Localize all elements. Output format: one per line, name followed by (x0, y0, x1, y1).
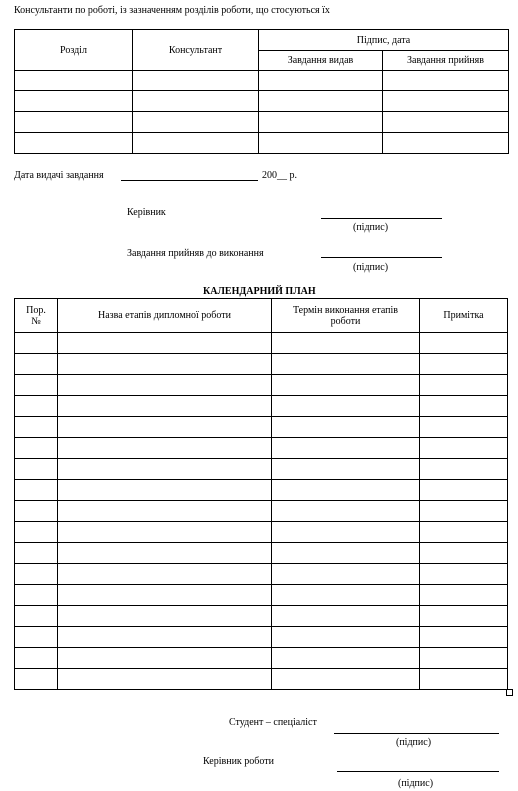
cell[interactable] (58, 564, 272, 585)
cell[interactable] (272, 522, 420, 543)
col-header-note: Примітка (420, 299, 508, 333)
table-row (15, 375, 508, 396)
cell[interactable] (58, 354, 272, 375)
cell[interactable] (15, 669, 58, 690)
cell[interactable] (272, 585, 420, 606)
head-label: Керівник роботи (203, 756, 274, 767)
table-row (15, 91, 509, 112)
cell[interactable] (15, 459, 58, 480)
cell[interactable] (272, 564, 420, 585)
cell[interactable] (58, 375, 272, 396)
cell[interactable] (272, 543, 420, 564)
cell[interactable] (15, 417, 58, 438)
cell[interactable] (420, 459, 508, 480)
table-row (15, 133, 509, 154)
student-sign-caption: (підпис) (396, 737, 432, 748)
cell[interactable] (272, 480, 420, 501)
head-signature-field[interactable] (337, 771, 499, 772)
cell[interactable] (58, 543, 272, 564)
table-row (15, 333, 508, 354)
table-row (15, 417, 508, 438)
col-header-number (15, 299, 58, 333)
table-row (15, 71, 509, 91)
cell[interactable] (15, 543, 58, 564)
table-row (15, 585, 508, 606)
cell[interactable] (272, 669, 420, 690)
cell[interactable] (383, 71, 509, 91)
cell[interactable] (58, 396, 272, 417)
table-row (15, 522, 508, 543)
table-row (15, 627, 508, 648)
col-header-task-issued: Завдання видав (259, 51, 383, 71)
col-header-section: Розділ (15, 30, 133, 71)
student-label: Студент – спеціаліст (229, 717, 317, 728)
cell[interactable] (58, 627, 272, 648)
cell[interactable] (58, 333, 272, 354)
cell[interactable] (420, 333, 508, 354)
table-row (15, 669, 508, 690)
cell[interactable] (259, 71, 383, 91)
cell[interactable] (133, 112, 259, 133)
cell[interactable] (58, 522, 272, 543)
cell[interactable] (58, 501, 272, 522)
cell[interactable] (420, 606, 508, 627)
cell[interactable] (420, 627, 508, 648)
table-resize-handle[interactable] (506, 689, 513, 696)
cell[interactable] (58, 438, 272, 459)
col-header-number-line2: № (31, 315, 41, 327)
cell[interactable] (15, 606, 58, 627)
cell[interactable] (133, 133, 259, 154)
cell[interactable] (272, 417, 420, 438)
cell[interactable] (272, 459, 420, 480)
table-row (15, 112, 509, 133)
cell[interactable] (272, 648, 420, 669)
cell[interactable] (420, 354, 508, 375)
cell[interactable] (15, 91, 133, 112)
table-row (15, 606, 508, 627)
plan-table (14, 298, 508, 690)
cell[interactable] (272, 375, 420, 396)
table-row (15, 459, 508, 480)
cell[interactable] (58, 585, 272, 606)
table-row (15, 438, 508, 459)
col-header-consultant: Консультант (133, 30, 259, 71)
table-row (15, 501, 508, 522)
cell[interactable] (272, 501, 420, 522)
cell[interactable] (133, 71, 259, 91)
col-header-stage: Назва етапів дипломної роботи (58, 299, 272, 333)
cell[interactable] (15, 333, 58, 354)
cell[interactable] (58, 606, 272, 627)
cell[interactable] (15, 501, 58, 522)
cell[interactable] (15, 648, 58, 669)
plan-title: КАЛЕНДАРНИЙ ПЛАН (203, 286, 316, 297)
table-row (15, 543, 508, 564)
consultants-intro: Консультанти по роботі, із зазначенням розділів роботи, що стосуються їх (14, 5, 330, 16)
supervisor-sign-caption: (підпис) (353, 222, 389, 233)
cell[interactable] (272, 396, 420, 417)
cell[interactable] (15, 375, 58, 396)
table-row (15, 354, 508, 375)
accepted-label: Завдання прийняв до виконання (127, 248, 264, 259)
table-row (15, 648, 508, 669)
cell[interactable] (420, 522, 508, 543)
issue-year-label: 200__ р. (262, 170, 297, 181)
cell[interactable] (272, 627, 420, 648)
cell[interactable] (272, 438, 420, 459)
cell[interactable] (420, 396, 508, 417)
head-sign-caption: (підпис) (398, 778, 434, 789)
cell[interactable] (58, 669, 272, 690)
cell[interactable] (420, 438, 508, 459)
issue-date-label: Дата видачі завдання (14, 170, 104, 181)
issue-date-field[interactable] (121, 180, 258, 181)
cell[interactable] (133, 91, 259, 112)
col-header-deadline: Термін виконання етапів роботи (272, 299, 420, 333)
cell[interactable] (383, 133, 509, 154)
accepted-signature-field[interactable] (321, 257, 442, 258)
cell[interactable] (420, 564, 508, 585)
consultants-table (14, 29, 509, 154)
cell[interactable] (272, 333, 420, 354)
cell[interactable] (15, 354, 58, 375)
cell[interactable] (420, 417, 508, 438)
cell[interactable] (259, 91, 383, 112)
cell[interactable] (15, 438, 58, 459)
cell[interactable] (420, 669, 508, 690)
cell[interactable] (15, 133, 133, 154)
cell[interactable] (15, 585, 58, 606)
cell[interactable] (259, 133, 383, 154)
cell[interactable] (15, 480, 58, 501)
table-row (15, 480, 508, 501)
cell[interactable] (58, 459, 272, 480)
cell[interactable] (420, 648, 508, 669)
cell[interactable] (15, 71, 133, 91)
cell[interactable] (58, 480, 272, 501)
cell[interactable] (15, 522, 58, 543)
cell[interactable] (15, 627, 58, 648)
col-header-number-line1: Пор. (26, 304, 46, 316)
cell[interactable] (420, 375, 508, 396)
table-row (15, 396, 508, 417)
cell[interactable] (58, 648, 272, 669)
col-header-task-accepted: Завдання прийняв (383, 51, 509, 71)
cell[interactable] (259, 112, 383, 133)
accepted-sign-caption: (підпис) (353, 262, 389, 273)
cell[interactable] (15, 564, 58, 585)
cell[interactable] (420, 543, 508, 564)
cell[interactable] (272, 354, 420, 375)
table-row (15, 564, 508, 585)
cell[interactable] (420, 585, 508, 606)
cell[interactable] (15, 396, 58, 417)
supervisor-signature-field[interactable] (321, 218, 442, 219)
cell[interactable] (383, 91, 509, 112)
student-signature-field[interactable] (334, 733, 499, 734)
cell[interactable] (383, 112, 509, 133)
cell[interactable] (15, 112, 133, 133)
supervisor-label: Керівник (127, 207, 166, 218)
cell[interactable] (272, 606, 420, 627)
cell[interactable] (420, 480, 508, 501)
cell[interactable] (58, 417, 272, 438)
cell[interactable] (420, 501, 508, 522)
col-header-signature-date: Підпис, дата (259, 30, 509, 51)
